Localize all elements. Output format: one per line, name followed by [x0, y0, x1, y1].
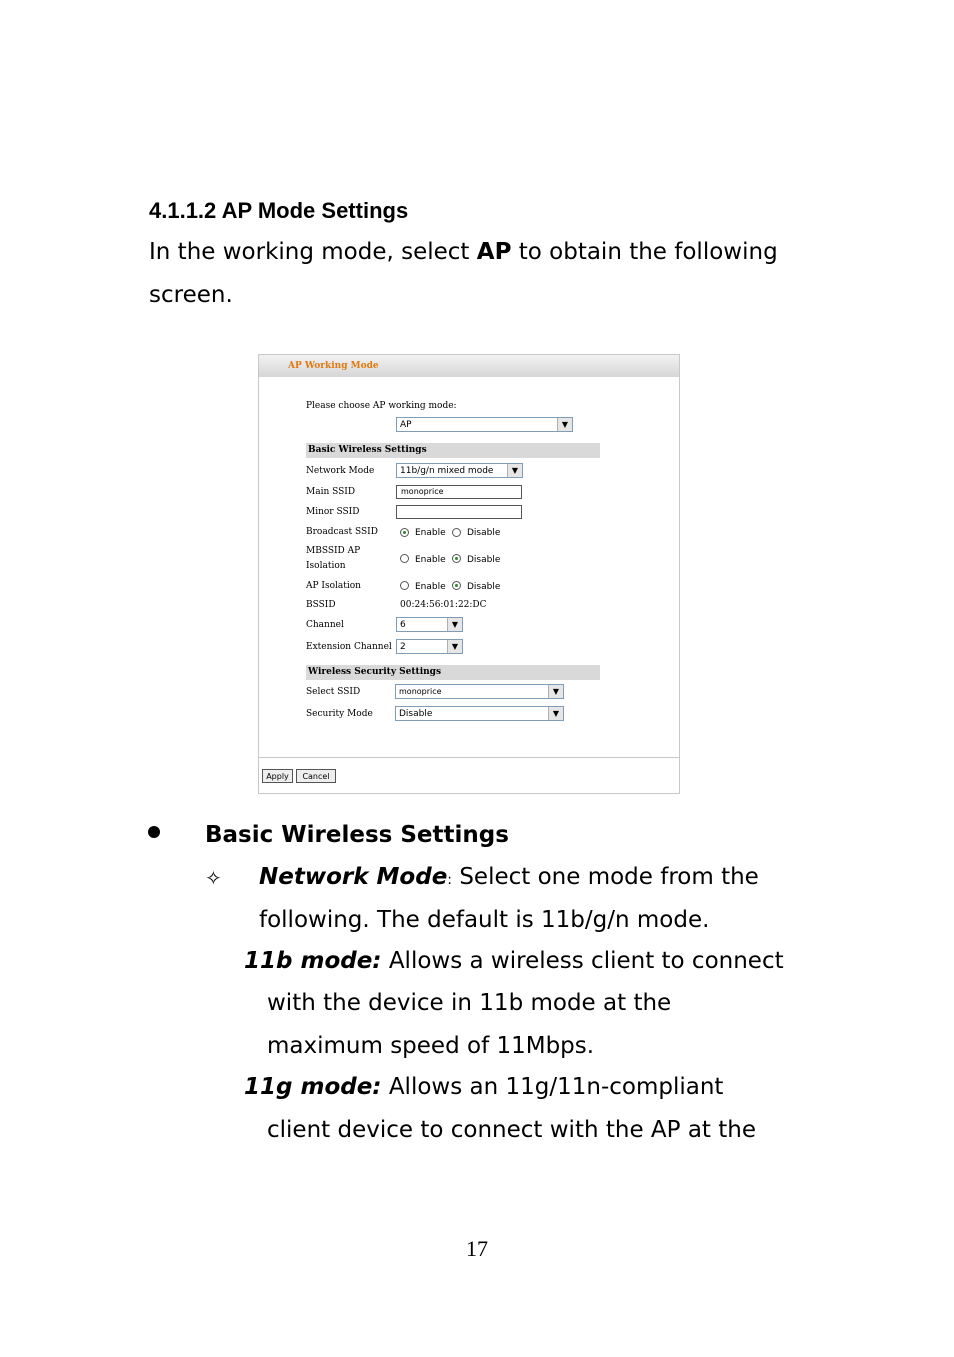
bssid-label: BSSID [306, 600, 336, 610]
intro-line-2: screen. [149, 282, 233, 308]
mode-11g-line-1 [244, 1066, 723, 1109]
broadcast-ssid-label: Broadcast SSID [306, 527, 378, 537]
ap-isolation-label: AP Isolation [306, 581, 361, 591]
mode-11b-line-3: maximum speed of 11Mbps. [267, 1033, 595, 1059]
select-ssid-label: Select SSID [306, 687, 361, 697]
minor-ssid-input[interactable] [396, 505, 522, 519]
intro-text-a: In the working mode, select [149, 239, 477, 265]
bullet-icon [148, 826, 160, 838]
security-mode-value: Disable [399, 709, 433, 719]
bullet-title: Basic Wireless Settings [205, 822, 509, 848]
mode-11b-line-1 [244, 940, 784, 983]
mode-select[interactable] [396, 417, 573, 432]
bssid-value: 00:24:56:01:22:DC [400, 600, 487, 610]
panel-title: AP Working Mode [288, 361, 379, 371]
chevron-down-icon: ▼ [447, 618, 462, 631]
page-number: 17 [466, 1236, 488, 1261]
chevron-down-icon: ▼ [557, 418, 572, 431]
section-heading: 4.1.1.2 AP Mode Settings [149, 198, 409, 223]
security-mode-select[interactable] [395, 706, 564, 721]
choose-mode-label: Please choose AP working mode: [306, 401, 457, 411]
chevron-down-icon: ▼ [507, 464, 522, 477]
mode-11g-line-2: client device to connect with the AP at the [267, 1117, 756, 1143]
mbssid-label-1: MBSSID AP [306, 546, 361, 556]
mode-11g-text-1: Allows an 11g/11n-compliant [381, 1074, 724, 1100]
chevron-down-icon: ▼ [447, 640, 462, 653]
security-section-bar [306, 665, 600, 680]
diamond-bullet-icon: ✧ [205, 866, 222, 890]
apply-button[interactable]: Apply [262, 769, 293, 783]
minor-ssid-label: Minor SSID [306, 507, 360, 517]
main-ssid-input[interactable] [396, 485, 522, 499]
ext-channel-label: Extension Channel [306, 642, 392, 652]
channel-value: 6 [400, 620, 406, 630]
channel-label: Channel [306, 620, 344, 630]
panel-header [259, 355, 679, 377]
network-mode-value: 11b/g/n mixed mode [400, 466, 494, 476]
mbssid-label-2: Isolation [306, 561, 346, 571]
intro-ap-term: AP [476, 239, 512, 265]
mode-select-value: AP [400, 420, 412, 430]
security-section-title: Wireless Security Settings [308, 667, 442, 677]
network-mode-line-1 [259, 856, 759, 902]
intro-paragraph [149, 231, 778, 274]
basic-wireless-section-bar [306, 443, 600, 458]
mbssid-disable-label: Disable [467, 555, 501, 565]
mode-11b-term: 11b mode: [244, 948, 382, 974]
intro-text-b: to obtain the following [511, 239, 778, 265]
basic-wireless-section-title: Basic Wireless Settings [308, 445, 427, 455]
broadcast-enable-label: Enable [415, 528, 446, 538]
isolation-disable-label: Disable [467, 582, 501, 592]
chevron-down-icon: ▼ [548, 707, 563, 720]
security-mode-label: Security Mode [306, 709, 373, 719]
mbssid-enable-radio[interactable] [400, 554, 409, 563]
panel-footer-divider [259, 757, 679, 758]
main-ssid-value: monoprice [401, 487, 444, 496]
broadcast-enable-radio[interactable] [400, 528, 409, 537]
mode-11b-text-1: Allows a wireless client to connect [381, 948, 784, 974]
isolation-disable-radio[interactable] [452, 581, 461, 590]
broadcast-disable-radio[interactable] [452, 528, 461, 537]
ext-channel-value: 2 [400, 642, 406, 652]
cancel-button[interactable]: Cancel [296, 769, 336, 783]
ap-mode-screenshot [258, 354, 680, 794]
select-ssid-value: monoprice [399, 687, 442, 696]
select-ssid-select[interactable] [395, 684, 564, 699]
chevron-down-icon: ▼ [548, 685, 563, 698]
mode-11b-line-2: with the device in 11b mode at the [267, 990, 672, 1016]
network-mode-colon: : [447, 872, 453, 888]
broadcast-disable-label: Disable [467, 528, 501, 538]
mbssid-enable-label: Enable [415, 555, 446, 565]
network-mode-select[interactable] [396, 463, 523, 478]
mbssid-disable-radio[interactable] [452, 554, 461, 563]
network-mode-text-1: Select one mode from the [452, 864, 759, 890]
ext-channel-select[interactable] [396, 639, 463, 654]
network-mode-line-2: following. The default is 11b/g/n mode. [259, 907, 710, 933]
main-ssid-label: Main SSID [306, 487, 356, 497]
isolation-enable-radio[interactable] [400, 581, 409, 590]
isolation-enable-label: Enable [415, 582, 446, 592]
mode-11g-term: 11g mode: [244, 1074, 382, 1100]
network-mode-label: Network Mode [306, 466, 375, 476]
network-mode-term: Network Mode [259, 864, 448, 890]
channel-select[interactable] [396, 617, 463, 632]
